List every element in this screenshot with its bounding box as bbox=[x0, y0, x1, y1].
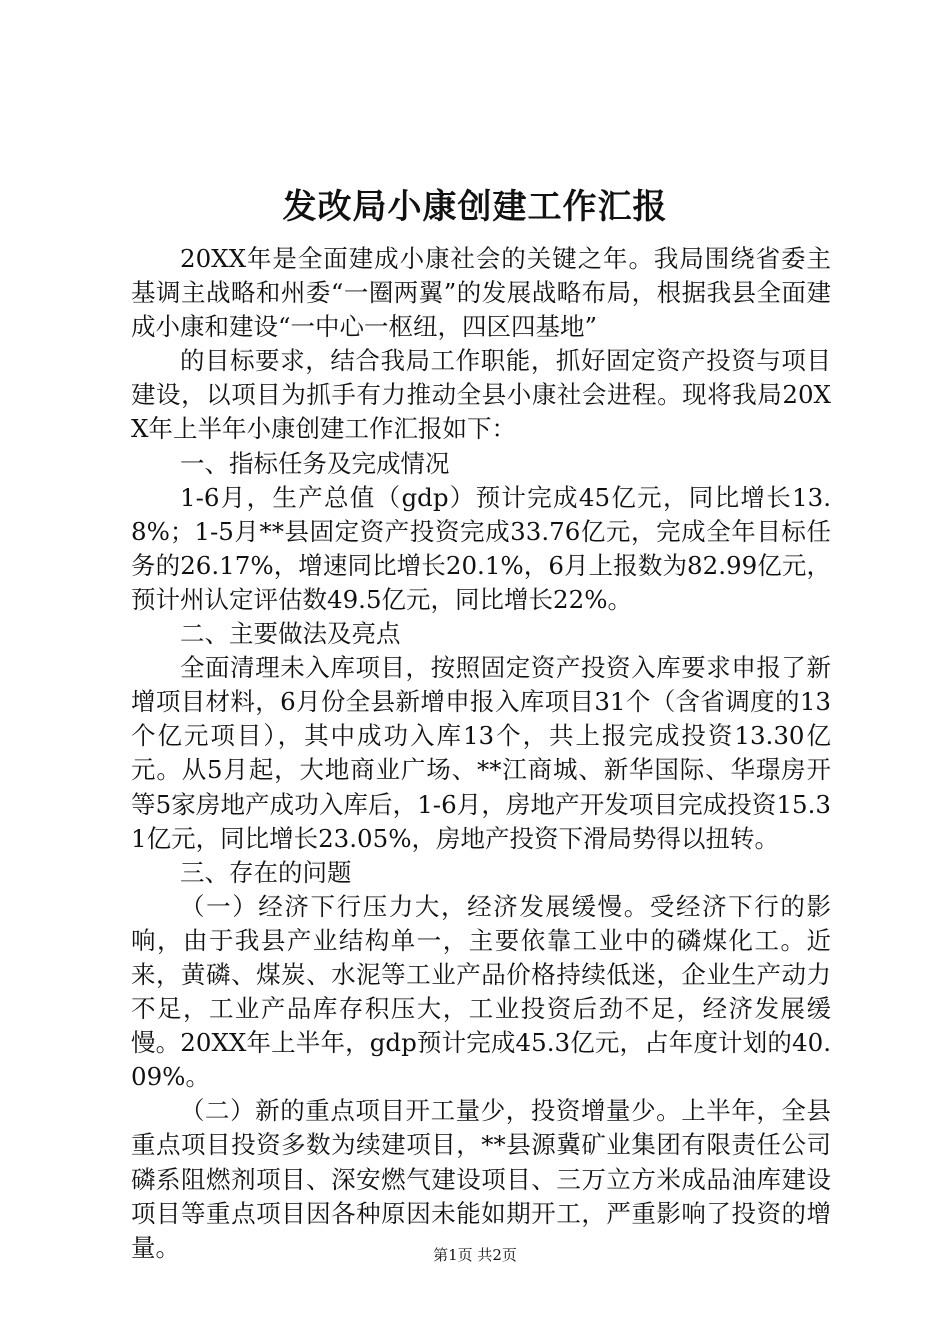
paragraph-indicators: 1-6月，生产总值（gdp）预计完成45亿元，同比增长13.8%；1-5月**县固定资产投资完成33.76亿元，完成全年目标任务的26.17%，增速同比增长20.1%，6月上报数为82.99亿元，预计州认定评估数49.5亿元，同比增长22%。 bbox=[131, 482, 831, 614]
section-heading-3: 三、存在的问题 bbox=[180, 857, 352, 887]
section-heading-1: 一、指标任务及完成情况 bbox=[180, 448, 450, 478]
paragraph-practices: 全面清理未入库项目，按照固定资产投资入库要求申报了新增项目材料，6月份全县新增申报入库项目31个（含省调度的13个亿元项目），其中成功入库13个，共上报完成投资13.30亿元。从5月起，大地商业广场、**江商城、新华国际、华璟房开等5家房地产成功入库后，1-6月，房地产开发项目完成投资15.31亿元，同比增长23.05%，房地产投资下滑局势得以扭转。 bbox=[131, 653, 831, 853]
paragraph-problem-2: （二）新的重点项目开工量少，投资增量少。上半年，全县重点项目投资多数为续建项目，**县源冀矿业集团有限责任公司磷系阻燃剂项目、深安燃气建设项目、三万立方米成品油库建设项目等重点项目因各种原因未能如期开工，严重影响了投资的增量。 bbox=[131, 1096, 831, 1262]
section-heading-2: 二、主要做法及亮点 bbox=[180, 619, 401, 649]
page-footer: 第1页 共2页 bbox=[433, 1246, 517, 1264]
paragraph-intro-continued: 的目标要求，结合我局工作职能，抓好固定资产投资与项目建设，以项目为抓手有力推动全县小康社会进程。现将我局20XX年上半年小康创建工作汇报如下： bbox=[131, 346, 831, 444]
document-title: 发改局小康创建工作汇报 bbox=[282, 187, 668, 227]
paragraph-problem-1: （一）经济下行压力大，经济发展缓慢。受经济下行的影响，由于我县产业结构单一，主要依靠工业中的磷煤化工。近来，黄磷、煤炭、水泥等工业产品价格持续低迷，企业生产动力不足，工业产品库存积压大，工业投资后劲不足，经济发展缓慢。20XX年上半年，gdp预计完成45.3亿元，占年度计划的40.09%。 bbox=[131, 891, 831, 1092]
paragraph-intro: 20XX年是全面建成小康社会的关键之年。我局围绕省委主基调主战略和州委“一圈两翼”的发展战略布局，根据我县全面建成小康和建设“一中心一枢纽，四区四基地” bbox=[131, 244, 831, 342]
document-body bbox=[131, 242, 831, 1265]
